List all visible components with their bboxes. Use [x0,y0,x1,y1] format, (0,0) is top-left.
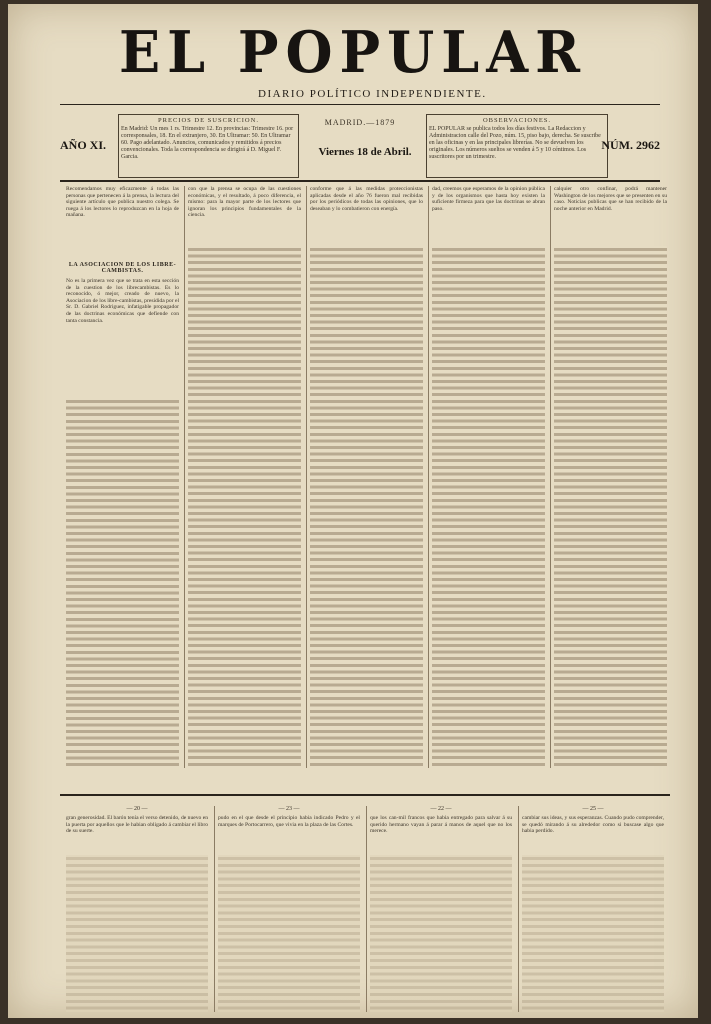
place-year: MADRID.—1879 [324,118,396,127]
folletin-rule [60,794,670,796]
masthead [8,4,698,100]
column-divider [550,186,551,768]
column-5 [554,186,667,768]
page-number: — 23 — [278,806,300,812]
column-2-text-block [188,246,301,766]
folletin-page-4 [522,806,664,1012]
issue-date: Viernes 18 de Abril. [318,146,412,158]
column-divider [214,806,215,1012]
newspaper-subtitle: DIARIO POLÍTICO INDEPENDIENTE. [258,88,487,100]
newspaper-title: EL POPULAR [118,18,587,86]
section-title: LA ASOCIACION DE LOS LIBRE-CAMBISTAS. [68,262,177,274]
header-rule-top [60,104,660,105]
column-divider [518,806,519,1012]
subscription-box [118,114,299,178]
column-4-body: dad, creemos que esperamos de la opinion pública y de los organismos que hasta hoy existen la suficiente firmeza para que las doctrinas se abran paso. [432,186,545,212]
column-1-text-block [66,398,179,768]
column-3-text-block [310,246,423,766]
column-5-body: calquier otro confinar, podrá mantener Washington de los mejores que se presenten en su caso. Noticias publicas que se han recibido de la noche anterior en Madrid. [554,186,667,212]
column-5-text-block [554,246,667,766]
newspaper-page [8,4,698,1018]
folletin-text: que los can-mil francos que habia entregado para salvar á su querido hermano vayan á parar á manos de aquel que no los merece. [370,815,512,835]
folletin-page-1 [66,806,208,1012]
page-number: — 20 — [126,806,148,812]
column-divider [428,186,429,768]
issue-number: NÚM. 2962 [601,138,660,152]
header-rule-bottom [60,180,660,182]
observaciones-title: OBSERVACIONES. [482,117,552,124]
folletin-text: gran generosidad. El barón tenía el verso detenido, de nuevo en la puerta por aquellos que le habian obligado á cambiar el libro de su suerte. [66,815,208,835]
column-3 [310,186,423,768]
page-number: — 22 — [430,806,452,812]
column-1 [66,186,179,768]
page-number: — 25 — [582,806,604,812]
folletin-page-3 [370,806,512,1012]
column-divider [366,806,367,1012]
column-divider [184,186,185,768]
column-2-body: con que la prensa se ocupa de las cuestiones económicas, y el resultado, á poco diferencia, el mismo: para la mayor parte de los lectores que ignoran los principios fundamentales de la ciencia. [188,186,301,219]
folletin-text-block [522,855,664,1012]
folletin-text-block [66,855,208,1012]
issue-info-bar [60,112,660,182]
folletin-text: cambiar sus ideas, y sus esperanzas. Cuando pudo comprender, se quedó mirando á su alrededor como si buscase algo que habia perdido. [522,815,664,835]
folletin-section [66,806,666,1012]
folletin-text-block [218,855,360,1012]
folletin-page-2 [218,806,360,1012]
subscription-text: En Madrid: Un mes 1 rs. Trimestre 12. En provincias: Trimestre 16. por corresponsales, 18. En el extranjero, 30. En Ultramar: 50. En Ultramar 60. Pago adelantado. Anuncios, comunicados y remitidos á precios convencionales. Toda la correspondencia se dirigirá á D. Miguel F. Garcia. [121,126,294,160]
column-1-intro: Recomendamos muy eficazmente á todas las personas que pertenecen á la prensa, la lectura del siguiente artículo que publica nuestro colega. Se ruega á los lectores lo reproduzcan en la hoja de mañana. [66,186,179,219]
year-label: AÑO XI. [60,138,107,152]
column-3-body: conforme que á las medidas proteccionistas aplicadas desde el año 76 fueron mal recibidas por los periódicos de todas las opiniones, que lo deseaban y lo combatieron con energía. [310,186,423,212]
column-1-body: No es la primera vez que se trata en esta sección de la cuestion de los librecambistas. Es lo reconocido, ó mejor, creado de nuevo, la Asociacion de los libre-cambistas, presidida por el Sr. D. Gabriel Rodriguez, infatigable propagador de las doctrinas económicas que defiende con tanta constancia. [66,278,179,324]
folletin-text-block [370,855,512,1012]
observaciones-box [426,114,608,178]
column-4 [432,186,545,768]
column-divider [306,186,307,768]
column-4-text-block [432,246,545,766]
front-page-columns [66,186,666,768]
observaciones-text: EL POPULAR se publica todos los días festivos. La Redaccion y Administracion calle del Pozo, núm. 15, piso bajo, derecha. Se suscribe en las oficinas y en las principales librerías. No se devuelven los originales. Los números sueltos se venden á 5 y 10 céntimos. Los suscritores por un trimestre. [429,126,601,160]
folletin-text: pudo en el que desde el principio habia indicado Pedro y el marques de Portocarrero, que vivia en la plaza de las Cortes. [218,815,360,828]
column-2 [188,186,301,768]
subscription-title: PRECIOS DE SUSCRICION. [158,117,259,124]
